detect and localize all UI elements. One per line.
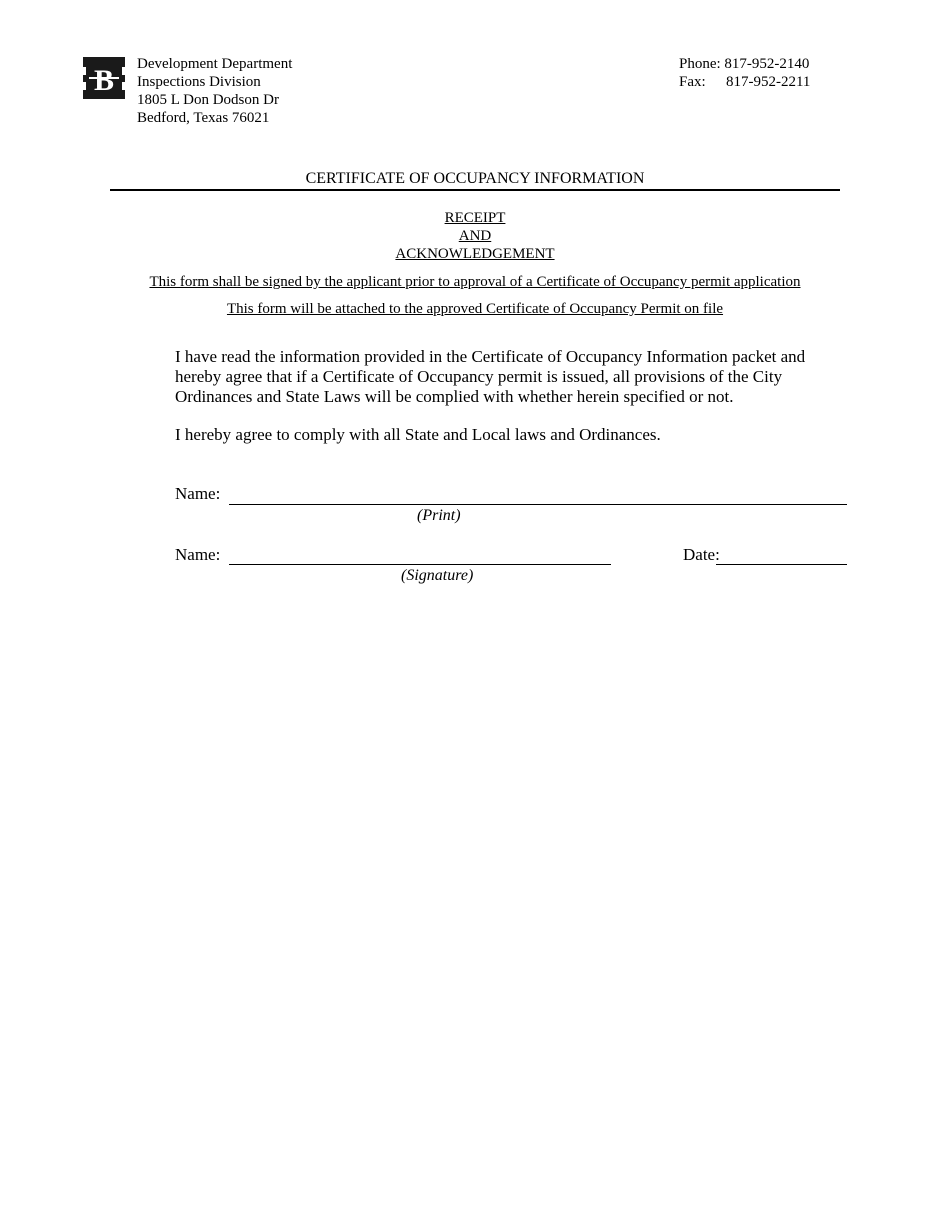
department-address (137, 55, 292, 127)
receipt-line: ACKNOWLEDGEMENT (395, 246, 555, 262)
signature-line[interactable] (229, 564, 611, 565)
city-logo-graphic (83, 57, 125, 99)
notice-text: This form shall be signed by the applicant prior to approval of a Certificate of Occupancy permit application (149, 274, 801, 290)
signature-caption: (Signature) (401, 567, 474, 584)
compliance-paragraph: I hereby agree to comply with all State and Local laws and Ordinances. (175, 425, 661, 444)
receipt-heading (0, 209, 950, 263)
notice-sign-requirement (0, 273, 950, 291)
receipt-line: AND (458, 228, 492, 244)
contact-info (679, 55, 810, 91)
address-line: Development Department (137, 56, 293, 72)
notice-text: This form will be attached to the approved Certificate of Occupancy Permit on file (226, 301, 724, 317)
address-line: Inspections Division (137, 74, 261, 90)
address-line: Bedford, Texas 76021 (137, 110, 270, 126)
phone-number: 817-952-2140 (724, 56, 810, 72)
date-label: Date: (683, 545, 720, 564)
date-line[interactable] (716, 564, 847, 565)
phone-row (679, 55, 810, 73)
address-line: 1805 L Don Dodson Dr (137, 92, 279, 108)
print-caption: (Print) (417, 507, 461, 524)
page-title: CERTIFICATE OF OCCUPANCY INFORMATION (305, 170, 645, 187)
phone-label: Phone: (679, 56, 721, 72)
agreement-paragraph: I have read the information provided in the Certificate of Occupancy Information packet and hereby agree that if a Certificate of Occupancy permit is issued, all provisions of the City Ordinances and State Laws will be complied with whether herein specified or not. (175, 347, 806, 406)
fax-number: 817-952-2211 (726, 74, 811, 90)
print-name-label: Name: (175, 484, 221, 503)
fax-row (679, 73, 810, 91)
title-divider (110, 189, 840, 191)
fax-label: Fax: (679, 74, 706, 90)
logo-letter: B (93, 64, 115, 97)
print-name-line[interactable] (229, 504, 847, 505)
notice-attachment (0, 300, 950, 318)
city-logo (83, 57, 125, 99)
receipt-line: RECEIPT (444, 210, 506, 226)
signature-name-label: Name: (175, 545, 221, 564)
